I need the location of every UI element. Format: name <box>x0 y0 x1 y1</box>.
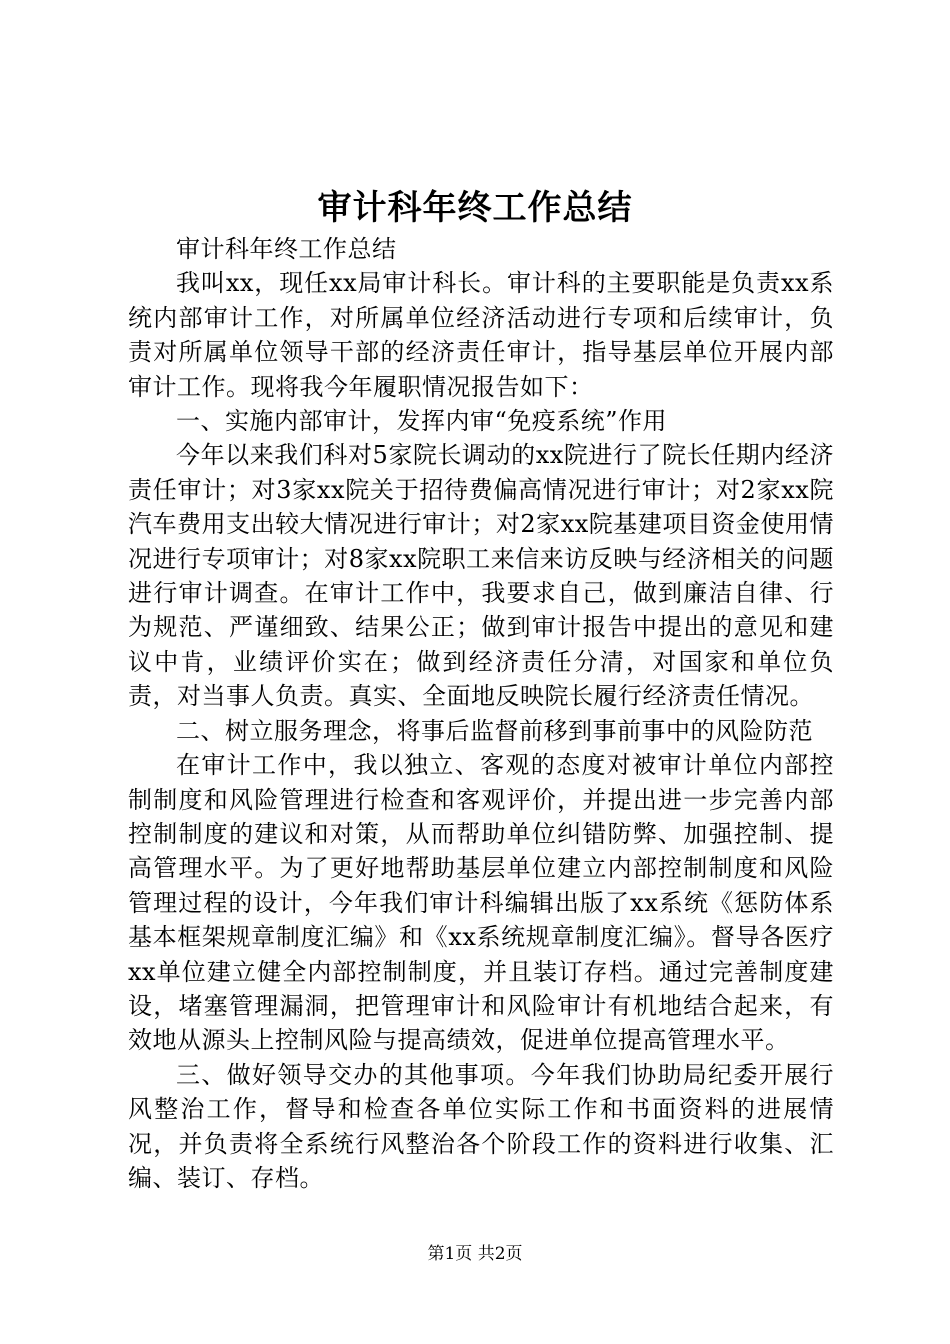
section-heading-2: 二、树立服务理念，将事后监督前移到事前事中的风险防范 <box>176 716 813 745</box>
section-heading-1: 一、实施内部审计，发挥内审“免疫系统”作用 <box>176 407 668 436</box>
section-1-paragraph: 今年以来我们科对5家院长调动的xx院进行了院长任期内经济责任审计；对3家xx院关于招待费偏高情况进行审计；对2家xx院汽车费用支出较大情况进行审计；对2家xx院基建项目资金使用情况进行专项审计；对8家xx院职工来信来访反映与经济相关的问题进行审计调查。在审计工作中，我要求自己，做到廉洁自律、行为规范、严谨细致、结果公正；做到审计报告中提出的意见和建议中肯，业绩评价实在；做到经济责任分清，对国家和单位负责，对当事人负责。真实、全面地反映院长履行经济责任情况。 <box>128 441 834 711</box>
subtitle-paragraph: 审计科年终工作总结 <box>176 235 397 263</box>
document-title: 审计科年终工作总结 <box>317 188 633 228</box>
document-body <box>128 232 834 1195</box>
section-2-paragraph: 在审计工作中，我以独立、客观的态度对被审计单位内部控制制度和风险管理进行检查和客观评价，并提出进一步完善内部控制制度的建议和对策，从而帮助单位纠错防弊、加强控制、提高管理水平。为了更好地帮助基层单位建立内部控制制度和风险管理过程的设计，今年我们审计科编辑出版了xx系统《惩防体系基本框架规章制度汇编》和《xx系统规章制度汇编》。督导各医疗xx单位建立健全内部控制制度，并且装订存档。通过完善制度建设，堵塞管理漏洞，把管理审计和风险审计有机地结合起来，有效地从源头上控制风险与提高绩效，促进单位提高管理水平。 <box>128 751 834 1055</box>
page-number-footer: 第1页 共2页 <box>427 1244 523 1264</box>
intro-paragraph: 我叫xx，现任xx局审计科长。审计科的主要职能是负责xx系统内部审计工作，对所属单位经济活动进行专项和后续审计，负责对所属单位领导干部的经济责任审计，指导基层单位开展内部审计工作。现将我今年履职情况报告如下： <box>128 269 834 401</box>
section-3-paragraph: 三、做好领导交办的其他事项。今年我们协助局纪委开展行风整治工作，督导和检查各单位实际工作和书面资料的进展情况，并负责将全系统行风整治各个阶段工作的资料进行收集、汇编、装订、存档。 <box>128 1060 834 1192</box>
